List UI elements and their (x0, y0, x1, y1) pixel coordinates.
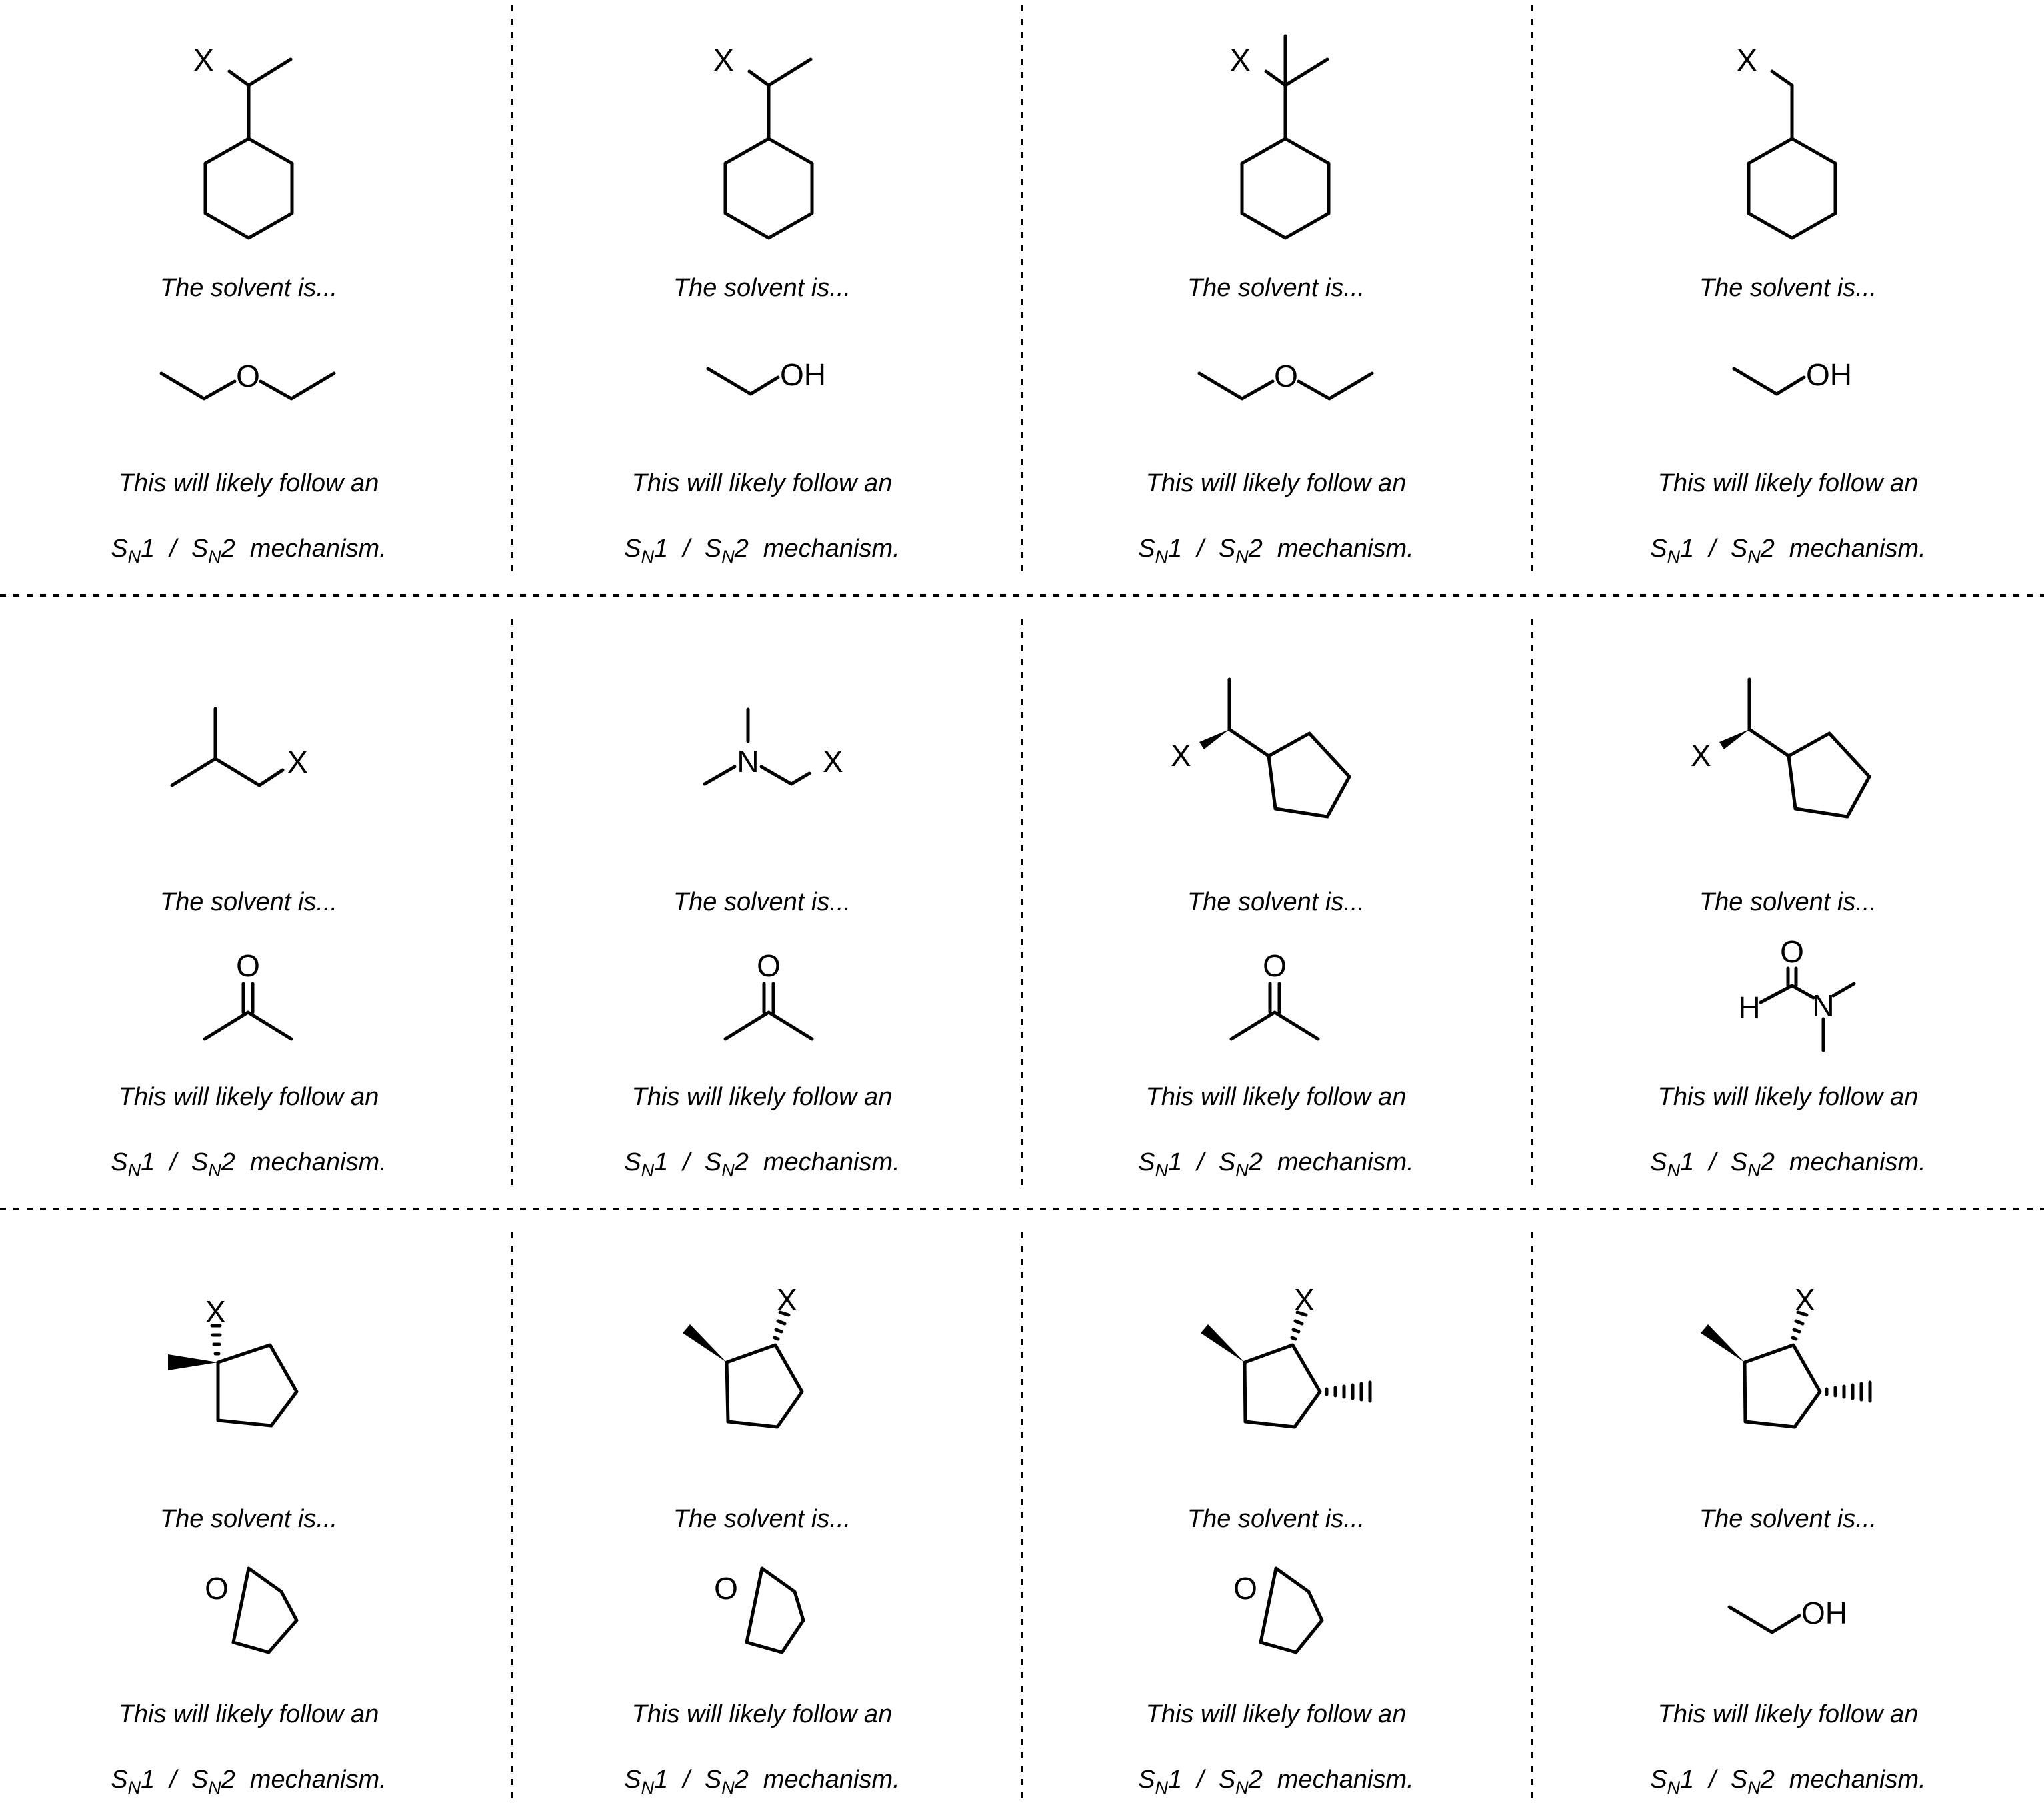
sn2-order: 2 (1760, 1148, 1775, 1176)
cyclopentane-ring (218, 1345, 297, 1426)
oxygen-label: O (1263, 948, 1287, 983)
bond (1285, 59, 1327, 85)
nucleophilic-subscript: N (1235, 1160, 1249, 1180)
leaving-group-label: X (1230, 43, 1251, 77)
cyclohexane-ring (1242, 139, 1329, 238)
sn2-label: S (704, 1766, 722, 1794)
bond (761, 767, 809, 784)
solvent-prompt: The solvent is... (1699, 1505, 1877, 1533)
sn1-order: 1 (1680, 1766, 1695, 1794)
leaving-group-label: X (1737, 43, 1757, 77)
bond (161, 373, 235, 399)
bond (249, 59, 291, 85)
hash-bond (1827, 1382, 1870, 1401)
nitrogen-label: N (1812, 988, 1835, 1023)
nucleophilic-subscript: N (1235, 1778, 1249, 1798)
mechanism-question: This will likely follow an (118, 1083, 379, 1111)
nucleophilic-subscript: N (1667, 1778, 1681, 1798)
nucleophilic-subscript: N (1155, 1778, 1169, 1798)
oxygen-label: O (205, 1571, 229, 1606)
oxygen-label: O (1274, 359, 1298, 393)
bond (172, 759, 283, 785)
mechanism-choice (624, 1148, 899, 1180)
substrate-structure (713, 43, 812, 238)
wedge-bond (1201, 1324, 1245, 1362)
nucleophilic-subscript: N (1667, 1160, 1681, 1180)
oxygen-label: O (714, 1571, 738, 1606)
bond (1231, 1012, 1318, 1039)
mechanism-choice (111, 535, 386, 567)
problem-card-9 (111, 1294, 386, 1798)
nucleophilic-subscript: N (721, 1778, 735, 1798)
bond (705, 767, 735, 784)
mechanism-question: This will likely follow an (1657, 1083, 1919, 1111)
solvent-prompt: The solvent is... (1187, 1505, 1365, 1533)
solvent-prompt: The solvent is... (673, 1505, 851, 1533)
problem-card-10 (624, 1282, 899, 1798)
bond (205, 1012, 291, 1039)
substrate-structure (1171, 679, 1349, 817)
sn1-order: 1 (654, 1148, 669, 1176)
hash-line (1295, 1321, 1302, 1324)
sn1-order: 1 (1168, 1766, 1183, 1794)
oxygen-label: O (1233, 1571, 1257, 1606)
solvent-prompt: The solvent is... (673, 888, 851, 916)
substrate-structure (168, 1294, 297, 1426)
nucleophilic-subscript: N (1235, 547, 1249, 567)
problem-card-1 (111, 43, 386, 567)
sn1-label: S (624, 1148, 641, 1176)
mechanism-choice (624, 535, 899, 567)
nucleophilic-subscript: N (127, 1778, 141, 1798)
solvent-ethanol (708, 357, 826, 394)
mechanism-word: mechanism. (763, 1766, 900, 1794)
hash-line (1293, 1330, 1299, 1332)
sn1-order: 1 (1168, 535, 1183, 563)
solvent-prompt: The solvent is... (1187, 274, 1365, 302)
solvent-ethanol (1729, 1596, 1847, 1632)
leaving-group-label: X (1691, 738, 1711, 773)
hash-line (778, 1321, 785, 1324)
sn2-order: 2 (1760, 1766, 1775, 1794)
bond (229, 71, 249, 85)
sn2-order: 2 (221, 535, 235, 563)
hydrogen-label: H (1738, 990, 1761, 1025)
sn2-label: S (1730, 1148, 1748, 1176)
bond (1734, 369, 1804, 394)
choice-slash: / (1709, 1766, 1716, 1794)
solvent-diethyl-ether (1199, 359, 1372, 399)
mechanism-word: mechanism. (1277, 1148, 1414, 1176)
sn1-label: S (1138, 535, 1155, 563)
substrate-structure (1230, 36, 1329, 238)
sn2-label: S (704, 1148, 722, 1176)
sn2-label: S (191, 1148, 209, 1176)
hash-line (775, 1338, 778, 1339)
mechanism-question: This will likely follow an (1145, 1700, 1407, 1728)
leaving-group-label: X (205, 1294, 226, 1329)
leaving-group-label: X (287, 745, 308, 779)
mechanism-question: This will likely follow an (631, 469, 893, 497)
mechanism-question: This will likely follow an (118, 1700, 379, 1728)
cyclohexane-ring (205, 139, 292, 238)
solvent-dmf (1738, 934, 1854, 1050)
nucleophilic-subscript: N (641, 547, 655, 567)
cyclohexane-ring (725, 139, 812, 238)
leaving-group-label: X (1795, 1282, 1815, 1317)
sn2-order: 2 (734, 535, 749, 563)
wedge-bond (1719, 729, 1749, 749)
solvent-acetone (1231, 948, 1318, 1039)
hydroxyl-label: OH (1806, 357, 1852, 392)
problem-card-4 (1650, 43, 1925, 567)
problem-card-5 (111, 709, 386, 1180)
mechanism-word: mechanism. (763, 535, 900, 563)
sn1-order: 1 (654, 535, 669, 563)
choice-slash: / (1197, 1766, 1204, 1794)
wedge-bond (1199, 729, 1229, 749)
mechanism-choice (1650, 1148, 1925, 1180)
sn2-label: S (1218, 1148, 1236, 1176)
sn1-order: 1 (141, 535, 155, 563)
sn1-label: S (111, 535, 128, 563)
mechanism-word: mechanism. (249, 1766, 387, 1794)
choice-slash: / (1197, 1148, 1204, 1176)
nucleophilic-subscript: N (1747, 1160, 1761, 1180)
choice-slash: / (1709, 535, 1716, 563)
cyclopentane-ring (1789, 733, 1869, 817)
mechanism-word: mechanism. (1277, 535, 1414, 563)
sn2-label: S (1218, 535, 1236, 563)
sn1-label: S (111, 1148, 128, 1176)
leaving-group-label: X (823, 744, 843, 779)
sn1-order: 1 (141, 1766, 155, 1794)
oxygen-label: O (236, 359, 260, 393)
mechanism-choice (1138, 1148, 1413, 1180)
cyclopentane-ring (1745, 1345, 1820, 1427)
mechanism-word: mechanism. (249, 1148, 387, 1176)
solvent-thf (1232, 1568, 1322, 1652)
hydroxyl-label: OH (780, 357, 826, 392)
problem-card-7 (1138, 679, 1413, 1180)
solvent-thf (203, 1568, 297, 1652)
bond (1761, 986, 1792, 1002)
substrate-structure (1691, 679, 1869, 817)
bond (1229, 729, 1269, 756)
hash-line (776, 1330, 781, 1332)
bond (1199, 373, 1273, 399)
substrate-structure (1701, 1282, 1870, 1427)
nitrogen-label: N (737, 744, 759, 779)
problem-card-8 (1650, 679, 1925, 1180)
sn1-order: 1 (654, 1766, 669, 1794)
mechanism-choice (1650, 535, 1925, 567)
nucleophilic-subscript: N (1155, 547, 1169, 567)
sn1-label: S (1650, 1766, 1667, 1794)
sn2-order: 2 (1248, 1766, 1263, 1794)
sn2-label: S (704, 535, 722, 563)
nucleophilic-subscript: N (641, 1778, 655, 1798)
thf-ring (1261, 1568, 1322, 1652)
leaving-group-label: X (1294, 1282, 1315, 1317)
choice-slash: / (169, 535, 177, 563)
nucleophilic-subscript: N (1747, 547, 1761, 567)
problem-card-3 (1138, 36, 1413, 567)
bond (1729, 1607, 1799, 1632)
mechanism-choice (1650, 1766, 1925, 1798)
sn2-order: 2 (1248, 1148, 1263, 1176)
nucleophilic-subscript: N (208, 1160, 221, 1180)
substrate-structure (1201, 1282, 1370, 1427)
mechanism-choice (111, 1766, 386, 1798)
bond (708, 369, 778, 394)
mechanism-word: mechanism. (1789, 1766, 1926, 1794)
bond (1299, 373, 1372, 399)
oxygen-label: O (757, 948, 781, 983)
bond (1266, 71, 1285, 85)
mechanism-question: This will likely follow an (1657, 469, 1919, 497)
hash-line (1796, 1321, 1803, 1324)
wedge-bond (168, 1354, 218, 1370)
nucleophilic-subscript: N (1747, 1778, 1761, 1798)
leaving-group-label: X (193, 43, 214, 77)
problem-card-2 (624, 43, 899, 567)
sn2-label: S (1730, 1766, 1748, 1794)
solvent-prompt: The solvent is... (1699, 274, 1877, 302)
solvent-acetone (725, 948, 812, 1039)
choice-slash: / (683, 1766, 690, 1794)
cyclohexane-ring (1749, 139, 1835, 238)
problem-card-12 (1650, 1282, 1925, 1798)
nucleophilic-subscript: N (721, 1160, 735, 1180)
nucleophilic-subscript: N (127, 1160, 141, 1180)
choice-slash: / (683, 535, 690, 563)
mechanism-question: This will likely follow an (118, 469, 379, 497)
leaving-group-label: X (713, 43, 734, 77)
sn1-label: S (1650, 535, 1667, 563)
problem-card-11 (1138, 1282, 1413, 1798)
mechanism-question: This will likely follow an (1657, 1700, 1919, 1728)
hash-bond (1327, 1382, 1370, 1401)
bond (1833, 984, 1854, 996)
solvent-diethyl-ether (161, 359, 334, 399)
bond (769, 59, 811, 85)
nucleophilic-subscript: N (127, 547, 141, 567)
nucleophilic-subscript: N (641, 1160, 655, 1180)
cyclopentane-ring (727, 1345, 802, 1427)
mechanism-word: mechanism. (1789, 535, 1926, 563)
mechanism-choice (624, 1766, 899, 1798)
mechanism-choice (1138, 535, 1413, 567)
cyclopentane-ring (1269, 733, 1349, 817)
solvent-prompt: The solvent is... (1699, 888, 1877, 916)
hash-line (1794, 1330, 1799, 1332)
solvent-acetone (205, 948, 291, 1039)
wedge-bond (1701, 1324, 1745, 1362)
sn2-order: 2 (734, 1148, 749, 1176)
bond (1792, 986, 1813, 998)
sn2-label: S (1730, 535, 1748, 563)
mechanism-question: This will likely follow an (1145, 469, 1407, 497)
mechanism-choice (111, 1148, 386, 1180)
sn2-label: S (191, 1766, 209, 1794)
wedge-bond (683, 1324, 727, 1362)
sn2-order: 2 (1760, 535, 1775, 563)
substrate-structure (172, 709, 308, 785)
sn1-label: S (624, 1766, 641, 1794)
sn2-order: 2 (221, 1148, 235, 1176)
hydroxyl-label: OH (1801, 1596, 1847, 1630)
solvent-prompt: The solvent is... (159, 274, 338, 302)
thf-ring (747, 1568, 803, 1652)
mechanism-question: This will likely follow an (631, 1083, 893, 1111)
solvent-prompt: The solvent is... (159, 1505, 338, 1533)
sn2-label: S (1218, 1766, 1236, 1794)
choice-slash: / (169, 1148, 177, 1176)
substrate-structure (193, 43, 292, 238)
hash-line (1292, 1338, 1295, 1339)
bond (1749, 729, 1789, 756)
sn1-label: S (624, 535, 641, 563)
choice-slash: / (169, 1766, 177, 1794)
cyclopentane-ring (1245, 1345, 1320, 1427)
mechanism-word: mechanism. (763, 1148, 900, 1176)
mechanism-word: mechanism. (249, 535, 387, 563)
leaving-group-label: X (777, 1282, 797, 1317)
sn2-order: 2 (1248, 535, 1263, 563)
mechanism-word: mechanism. (1277, 1766, 1414, 1794)
hash-bond (212, 1326, 220, 1354)
hash-line (1793, 1338, 1796, 1339)
bond (749, 71, 769, 85)
choice-slash: / (683, 1148, 690, 1176)
leaving-group-label: X (1171, 738, 1191, 773)
bond (1772, 71, 1792, 85)
substrate-structure (1737, 43, 1835, 238)
mechanism-choice (1138, 1766, 1413, 1798)
nucleophilic-subscript: N (721, 547, 735, 567)
bond (725, 1012, 812, 1039)
sn2-order: 2 (221, 1766, 235, 1794)
sn1-label: S (1138, 1766, 1155, 1794)
bond (261, 373, 334, 399)
nucleophilic-subscript: N (1155, 1160, 1169, 1180)
sn2-order: 2 (734, 1766, 749, 1794)
mechanism-question: This will likely follow an (631, 1700, 893, 1728)
sn2-label: S (191, 535, 209, 563)
substrate-structure (683, 1282, 802, 1427)
sn1-label: S (1138, 1148, 1155, 1176)
solvent-prompt: The solvent is... (1187, 888, 1365, 916)
nucleophilic-subscript: N (1667, 547, 1681, 567)
mechanism-question: This will likely follow an (1145, 1083, 1407, 1111)
solvent-ethanol (1734, 357, 1852, 394)
sn1-order: 1 (1680, 535, 1695, 563)
solvent-thf (713, 1568, 803, 1652)
problem-card-6 (624, 709, 899, 1180)
solvent-prompt: The solvent is... (159, 888, 338, 916)
sn1-label: S (1650, 1148, 1667, 1176)
sn1-order: 1 (1168, 1148, 1183, 1176)
sn1-label: S (111, 1766, 128, 1794)
solvent-prompt: The solvent is... (673, 274, 851, 302)
nucleophilic-subscript: N (208, 547, 221, 567)
oxygen-label: O (1780, 934, 1804, 969)
mechanism-word: mechanism. (1789, 1148, 1926, 1176)
oxygen-label: O (236, 948, 260, 983)
choice-slash: / (1709, 1148, 1716, 1176)
sn1-order: 1 (141, 1148, 155, 1176)
nucleophilic-subscript: N (208, 1778, 221, 1798)
thf-ring (233, 1568, 297, 1652)
sn1-order: 1 (1680, 1148, 1695, 1176)
substrate-structure (705, 709, 843, 784)
choice-slash: / (1197, 535, 1204, 563)
